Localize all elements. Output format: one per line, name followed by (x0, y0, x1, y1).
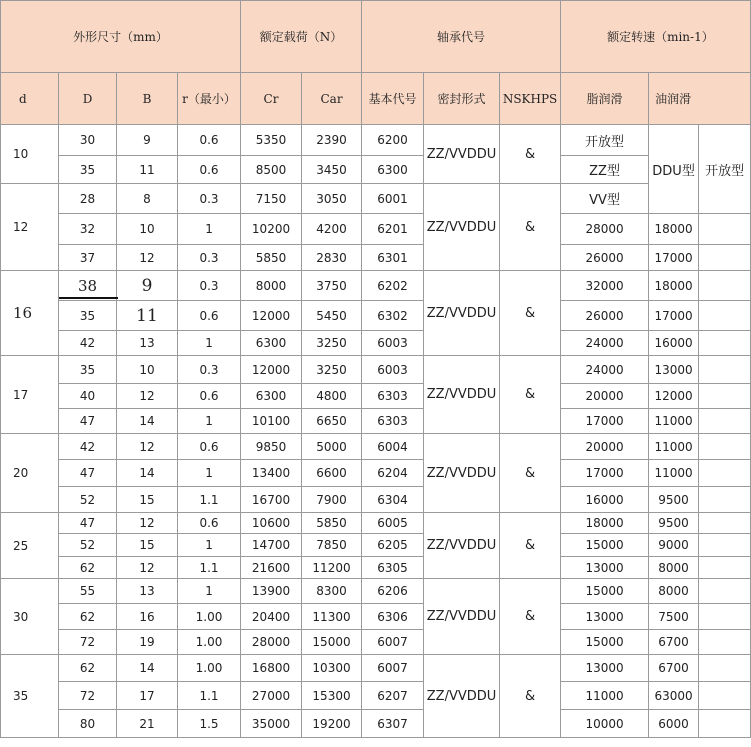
cell-cr: 5850 (241, 245, 302, 271)
header-row-columns (1, 73, 751, 125)
table-row (1, 214, 751, 245)
cell-r: 1.00 (178, 630, 241, 655)
cell-seal: ZZ/VVDDU (424, 513, 500, 579)
cell-seal: ZZ/VVDDU (424, 655, 500, 738)
cell-nskhps: & (500, 356, 561, 434)
cell-basic-code: 6003 (362, 331, 424, 356)
cell-grease-ddu: 7500 (649, 604, 699, 630)
cell-car: 3250 (302, 356, 362, 384)
cell-car: 8300 (302, 579, 362, 604)
cell-r: 1.1 (178, 682, 241, 710)
cell-B: 12 (117, 434, 178, 460)
cell-grease-ddu: 6000 (649, 710, 699, 738)
table-row (1, 710, 751, 738)
cell-r: 1 (178, 460, 241, 487)
cell-D: 32 (59, 214, 117, 245)
cell-grease-ddu: 18000 (649, 271, 699, 301)
cell-basic-code: 6201 (362, 214, 424, 245)
cell-B: 12 (117, 384, 178, 409)
cell-car: 5450 (302, 301, 362, 331)
cell-grease-open: 24000 (561, 356, 649, 384)
table-row (1, 630, 751, 655)
cell-r: 0.6 (178, 125, 241, 156)
cell-r: 1 (178, 579, 241, 604)
cell-d: 12 (1, 184, 59, 271)
cell-oil (699, 604, 751, 630)
cell-basic-code: 6300 (362, 156, 424, 184)
cell-grease-ddu: 8000 (649, 557, 699, 579)
cell-cr: 8500 (241, 156, 302, 184)
cell-B: 19 (117, 630, 178, 655)
cell-D: 47 (59, 409, 117, 434)
cell-D: 72 (59, 682, 117, 710)
cell-oil (699, 710, 751, 738)
header-row-groups (1, 1, 751, 73)
table-row (1, 682, 751, 710)
cell-grease-open: 10000 (561, 710, 649, 738)
grease-zz-label: ZZ型 (561, 156, 649, 184)
cell-r: 0.3 (178, 271, 241, 301)
cell-cr: 28000 (241, 630, 302, 655)
cell-basic-code: 6001 (362, 184, 424, 214)
cell-grease-ddu: 17000 (649, 245, 699, 271)
cell-grease-open: 15000 (561, 579, 649, 604)
cell-d: 10 (1, 125, 59, 184)
cell-oil (699, 655, 751, 682)
cell-r: 1 (178, 331, 241, 356)
cell-grease-ddu: 63000 (649, 682, 699, 710)
table-row (1, 301, 751, 331)
cell-d: 17 (1, 356, 59, 434)
cell-cr: 20400 (241, 604, 302, 630)
header-col-basic: 基本代号 (362, 73, 424, 125)
table-row (1, 356, 751, 384)
cell-D: 30 (59, 125, 117, 156)
cell-D: 35 (59, 356, 117, 384)
cell-B: 21 (117, 710, 178, 738)
cell-grease-open: 11000 (561, 682, 649, 710)
cell-d: 25 (1, 513, 59, 579)
cell-r: 0.6 (178, 434, 241, 460)
cell-basic-code: 6004 (362, 434, 424, 460)
cell-basic-code: 6304 (362, 487, 424, 513)
cell-basic-code: 6007 (362, 655, 424, 682)
cell-grease-open: 15000 (561, 630, 649, 655)
cell-B: 14 (117, 460, 178, 487)
cell-grease-open: 26000 (561, 301, 649, 331)
cell-car: 7900 (302, 487, 362, 513)
cell-d: 30 (1, 579, 59, 655)
cell-car: 3050 (302, 184, 362, 214)
cell-D: 62 (59, 655, 117, 682)
grease-vv-label: VV型 (561, 184, 649, 214)
cell-cr: 5350 (241, 125, 302, 156)
cell-oil (699, 682, 751, 710)
cell-cr: 12000 (241, 301, 302, 331)
cell-cr: 16800 (241, 655, 302, 682)
cell-B: 10 (117, 356, 178, 384)
cell-grease-ddu: 12000 (649, 384, 699, 409)
cell-grease-open: 32000 (561, 271, 649, 301)
table-row (1, 245, 751, 271)
table-row (1, 557, 751, 579)
cell-basic-code: 6207 (362, 682, 424, 710)
cell-car: 5850 (302, 513, 362, 534)
cell-oil (699, 513, 751, 534)
cell-grease-open: 13000 (561, 557, 649, 579)
header-load: 额定载荷（N） (241, 1, 362, 73)
cell-grease-ddu: 9000 (649, 534, 699, 557)
cell-basic-code: 6307 (362, 710, 424, 738)
cell-cr: 10600 (241, 513, 302, 534)
cell-basic-code: 6007 (362, 630, 424, 655)
cell-car: 15300 (302, 682, 362, 710)
cell-basic-code: 6005 (362, 513, 424, 534)
cell-B: 10 (117, 214, 178, 245)
cell-r: 1 (178, 534, 241, 557)
cell-car: 11200 (302, 557, 362, 579)
cell-r: 1 (178, 409, 241, 434)
cell-D: 42 (59, 434, 117, 460)
cell-r: 1.1 (178, 487, 241, 513)
header-col-d: d (1, 73, 59, 125)
cell-nskhps: & (500, 579, 561, 655)
cell-car: 11300 (302, 604, 362, 630)
cell-D: 72 (59, 630, 117, 655)
cell-nskhps: & (500, 513, 561, 579)
table-row (1, 655, 751, 682)
cell-B: 15 (117, 487, 178, 513)
header-col-grease: 脂润滑 (561, 73, 649, 125)
table-row (1, 271, 751, 301)
cell-r: 1.1 (178, 557, 241, 579)
pen-underline (59, 297, 118, 299)
cell-B: 9 (117, 125, 178, 156)
grease-ddu-label: DDU型 (649, 125, 699, 214)
cell-grease-ddu: 9500 (649, 487, 699, 513)
cell-car: 7850 (302, 534, 362, 557)
cell-B: 15 (117, 534, 178, 557)
cell-basic-code: 6303 (362, 409, 424, 434)
cell-car: 15000 (302, 630, 362, 655)
cell-grease-open: 13000 (561, 655, 649, 682)
cell-D: 40 (59, 384, 117, 409)
cell-D: 35 (59, 156, 117, 184)
cell-D: 52 (59, 534, 117, 557)
cell-basic-code: 6303 (362, 384, 424, 409)
cell-D: 38 (59, 271, 117, 301)
cell-D: 47 (59, 513, 117, 534)
header-dims: 外形尺寸（mm） (1, 1, 241, 73)
cell-B: 11 (117, 156, 178, 184)
cell-car: 3450 (302, 156, 362, 184)
cell-r: 0.6 (178, 301, 241, 331)
cell-basic-code: 6204 (362, 460, 424, 487)
cell-grease-ddu: 16000 (649, 331, 699, 356)
cell-car: 10300 (302, 655, 362, 682)
cell-d: 35 (1, 655, 59, 738)
cell-grease-ddu: 6700 (649, 655, 699, 682)
cell-D: 52 (59, 487, 117, 513)
header-col-cr: Cr (241, 73, 302, 125)
cell-grease-ddu: 18000 (649, 214, 699, 245)
cell-oil (699, 331, 751, 356)
cell-basic-code: 6305 (362, 557, 424, 579)
cell-D: 35 (59, 301, 117, 331)
cell-r: 0.3 (178, 245, 241, 271)
cell-r: 1.00 (178, 655, 241, 682)
cell-r: 1.00 (178, 604, 241, 630)
cell-B: 11 (117, 301, 178, 331)
cell-cr: 6300 (241, 331, 302, 356)
cell-car: 2830 (302, 245, 362, 271)
cell-oil (699, 384, 751, 409)
cell-oil (699, 245, 751, 271)
cell-B: 16 (117, 604, 178, 630)
cell-r: 1 (178, 214, 241, 245)
cell-B: 12 (117, 557, 178, 579)
cell-r: 0.6 (178, 156, 241, 184)
header-code: 轴承代号 (362, 1, 561, 73)
cell-B: 12 (117, 245, 178, 271)
cell-cr: 13400 (241, 460, 302, 487)
cell-cr: 14700 (241, 534, 302, 557)
cell-grease-ddu: 11000 (649, 409, 699, 434)
cell-oil (699, 579, 751, 604)
cell-car: 6650 (302, 409, 362, 434)
cell-cr: 13900 (241, 579, 302, 604)
cell-B: 14 (117, 655, 178, 682)
cell-grease-open: 15000 (561, 534, 649, 557)
table-row (1, 184, 751, 214)
cell-basic-code: 6202 (362, 271, 424, 301)
cell-car: 4800 (302, 384, 362, 409)
cell-cr: 10100 (241, 409, 302, 434)
cell-cr: 10200 (241, 214, 302, 245)
cell-grease-open: 17000 (561, 460, 649, 487)
oil-open-label: 开放型 (699, 125, 751, 214)
cell-grease-open: 13000 (561, 604, 649, 630)
cell-basic-code: 6302 (362, 301, 424, 331)
cell-grease-ddu: 13000 (649, 356, 699, 384)
cell-d: 20 (1, 434, 59, 513)
table-row (1, 125, 751, 156)
cell-basic-code: 6205 (362, 534, 424, 557)
cell-r: 1.5 (178, 710, 241, 738)
cell-grease-ddu: 17000 (649, 301, 699, 331)
cell-oil (699, 301, 751, 331)
table-row (1, 409, 751, 434)
cell-seal: ZZ/VVDDU (424, 356, 500, 434)
cell-D: 37 (59, 245, 117, 271)
cell-grease-ddu: 9500 (649, 513, 699, 534)
cell-D: 42 (59, 331, 117, 356)
cell-oil (699, 487, 751, 513)
cell-car: 4200 (302, 214, 362, 245)
cell-cr: 6300 (241, 384, 302, 409)
cell-grease-open: 20000 (561, 384, 649, 409)
header-speed: 额定转速（min-1） (561, 1, 751, 73)
header-col-D: D (59, 73, 117, 125)
cell-grease-open: 28000 (561, 214, 649, 245)
cell-cr: 8000 (241, 271, 302, 301)
cell-cr: 16700 (241, 487, 302, 513)
cell-grease-open: 20000 (561, 434, 649, 460)
cell-oil (699, 214, 751, 245)
cell-B: 8 (117, 184, 178, 214)
table-row (1, 604, 751, 630)
cell-oil (699, 409, 751, 434)
cell-r: 0.3 (178, 356, 241, 384)
cell-r: 0.3 (178, 184, 241, 214)
cell-grease-open: 17000 (561, 409, 649, 434)
table-row (1, 434, 751, 460)
cell-B: 9 (117, 271, 178, 301)
cell-seal: ZZ/VVDDU (424, 434, 500, 513)
cell-seal: ZZ/VVDDU (424, 125, 500, 184)
cell-r: 0.6 (178, 384, 241, 409)
cell-nskhps: & (500, 184, 561, 271)
cell-D: 62 (59, 604, 117, 630)
cell-seal: ZZ/VVDDU (424, 579, 500, 655)
cell-cr: 9850 (241, 434, 302, 460)
cell-grease-open: 18000 (561, 513, 649, 534)
cell-car: 3750 (302, 271, 362, 301)
cell-D: 28 (59, 184, 117, 214)
grease-open-label: 开放型 (561, 125, 649, 156)
header-col-oil: 油润滑 (649, 73, 751, 125)
cell-seal: ZZ/VVDDU (424, 271, 500, 356)
cell-B: 13 (117, 579, 178, 604)
cell-nskhps: & (500, 655, 561, 738)
header-col-seal: 密封形式 (424, 73, 500, 125)
header-col-car: Car (302, 73, 362, 125)
cell-grease-ddu: 8000 (649, 579, 699, 604)
table-row (1, 331, 751, 356)
header-col-r: r（最小） (178, 73, 241, 125)
cell-oil (699, 434, 751, 460)
cell-B: 14 (117, 409, 178, 434)
cell-D: 47 (59, 460, 117, 487)
table-row (1, 579, 751, 604)
cell-D: 80 (59, 710, 117, 738)
cell-D: 62 (59, 557, 117, 579)
cell-D: 55 (59, 579, 117, 604)
cell-basic-code: 6306 (362, 604, 424, 630)
cell-oil (699, 534, 751, 557)
cell-car: 5000 (302, 434, 362, 460)
table-row (1, 460, 751, 487)
cell-car: 6600 (302, 460, 362, 487)
header-col-B: B (117, 73, 178, 125)
cell-grease-open: 24000 (561, 331, 649, 356)
cell-basic-code: 6301 (362, 245, 424, 271)
table-row (1, 534, 751, 557)
cell-oil (699, 557, 751, 579)
cell-nskhps: & (500, 271, 561, 356)
cell-grease-ddu: 11000 (649, 460, 699, 487)
cell-grease-open: 16000 (561, 487, 649, 513)
table-row (1, 513, 751, 534)
cell-grease-ddu: 6700 (649, 630, 699, 655)
table-row (1, 156, 751, 184)
cell-nskhps: & (500, 125, 561, 184)
table-row (1, 384, 751, 409)
cell-grease-open: 26000 (561, 245, 649, 271)
cell-B: 13 (117, 331, 178, 356)
cell-d: 16 (1, 271, 59, 356)
cell-car: 2390 (302, 125, 362, 156)
table-row (1, 487, 751, 513)
cell-cr: 7150 (241, 184, 302, 214)
cell-oil (699, 460, 751, 487)
cell-basic-code: 6206 (362, 579, 424, 604)
cell-grease-ddu: 11000 (649, 434, 699, 460)
cell-cr: 21600 (241, 557, 302, 579)
cell-seal: ZZ/VVDDU (424, 184, 500, 271)
cell-r: 0.6 (178, 513, 241, 534)
cell-oil (699, 271, 751, 301)
cell-car: 3250 (302, 331, 362, 356)
cell-B: 12 (117, 513, 178, 534)
cell-basic-code: 6200 (362, 125, 424, 156)
cell-oil (699, 356, 751, 384)
cell-cr: 35000 (241, 710, 302, 738)
cell-cr: 12000 (241, 356, 302, 384)
header-col-nskhps: NSKHPS (500, 73, 561, 125)
cell-oil (699, 630, 751, 655)
cell-car: 19200 (302, 710, 362, 738)
cell-nskhps: & (500, 434, 561, 513)
cell-cr: 27000 (241, 682, 302, 710)
cell-B: 17 (117, 682, 178, 710)
cell-basic-code: 6003 (362, 356, 424, 384)
